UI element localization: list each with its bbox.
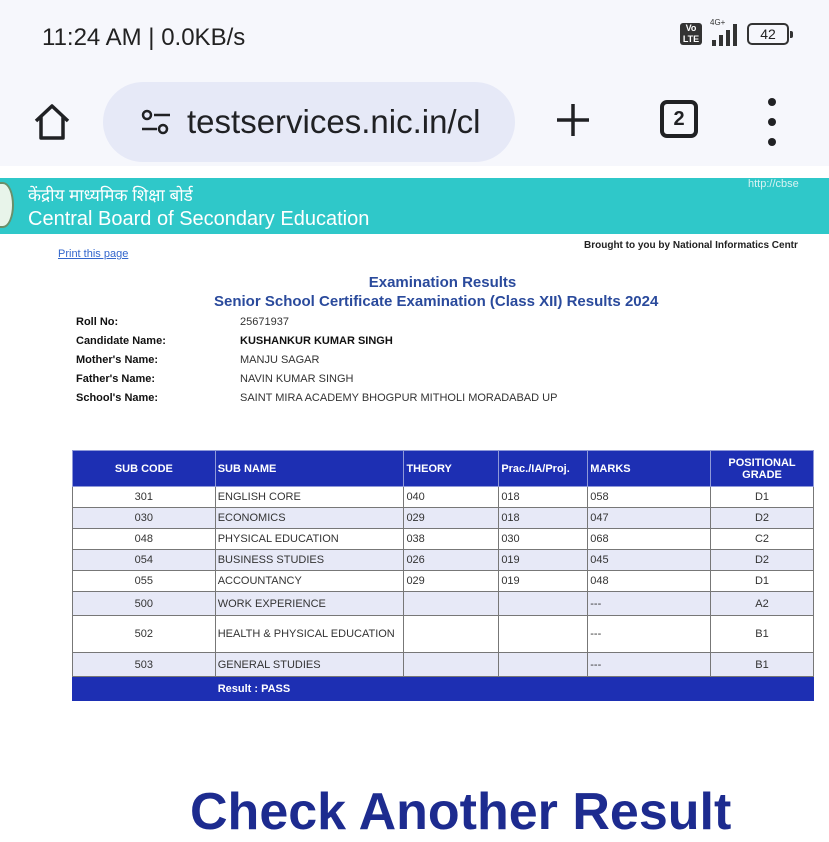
result-row <box>73 677 814 701</box>
cell-marks: --- <box>588 592 711 616</box>
exam-subtitle: Senior School Certificate Examination (Class XII) Results 2024 <box>214 293 659 310</box>
cell-sub-code: 301 <box>73 487 216 508</box>
cell-grade: B1 <box>711 653 814 677</box>
new-tab-button[interactable] <box>553 100 593 140</box>
cell-theory: 029 <box>404 571 499 592</box>
school-label: School's Name: <box>76 392 159 404</box>
cell-marks: 058 <box>588 487 711 508</box>
table-row <box>73 616 814 653</box>
cell-theory: 029 <box>404 508 499 529</box>
tab-switcher-button[interactable]: 2 <box>660 100 698 138</box>
cell-grade: D1 <box>711 487 814 508</box>
candidate-label: Candidate Name: <box>76 335 166 347</box>
cell-practical: 018 <box>499 487 588 508</box>
address-bar[interactable] <box>103 82 515 162</box>
cell-sub-code: 055 <box>73 571 216 592</box>
cell-sub-code: 500 <box>73 592 216 616</box>
cell-grade: A2 <box>711 592 814 616</box>
roll-label: Roll No: <box>76 316 119 328</box>
cell-theory <box>404 616 499 653</box>
print-page-link[interactable]: Print this page <box>58 248 129 260</box>
mother-row <box>76 354 557 373</box>
cell-sub-name: BUSINESS STUDIES <box>215 550 404 571</box>
cell-marks: --- <box>588 653 711 677</box>
header-sub-name: SUB NAME <box>215 451 404 487</box>
more-vert-icon[interactable] <box>762 98 782 146</box>
brought-by-text: Brought to you by National Informatics Centr <box>584 240 798 251</box>
header-theory: THEORY <box>404 451 499 487</box>
mother-value: MANJU SAGAR <box>240 354 320 366</box>
header-grade: POSITIONAL GRADE <box>711 451 814 487</box>
cell-grade: C2 <box>711 529 814 550</box>
header-sub-code: SUB CODE <box>73 451 216 487</box>
cell-sub-code: 054 <box>73 550 216 571</box>
tune-icon[interactable] <box>139 107 173 137</box>
signal-icon <box>710 18 737 46</box>
check-another-result-heading[interactable]: Check Another Result <box>190 783 732 841</box>
cbse-banner <box>0 178 829 234</box>
candidate-value: KUSHANKUR KUMAR SINGH <box>240 335 393 347</box>
cell-theory: 038 <box>404 529 499 550</box>
cell-practical: 018 <box>499 508 588 529</box>
cell-practical: 019 <box>499 550 588 571</box>
cell-sub-code: 502 <box>73 616 216 653</box>
cbse-logo-icon <box>0 182 14 228</box>
father-value: NAVIN KUMAR SINGH <box>240 373 354 385</box>
cell-sub-code: 048 <box>73 529 216 550</box>
cell-sub-name: ECONOMICS <box>215 508 404 529</box>
network-type: 4G+ <box>710 18 726 27</box>
table-row <box>73 653 814 677</box>
page-content <box>0 166 829 841</box>
table-header-row <box>73 451 814 487</box>
status-bar <box>0 0 829 78</box>
cell-marks: 045 <box>588 550 711 571</box>
cell-marks: 047 <box>588 508 711 529</box>
status-icons <box>680 18 789 46</box>
table-row <box>73 571 814 592</box>
status-time: 11:24 AM | 0.0KB/s <box>42 24 246 51</box>
banner-right-text: http://cbse <box>748 178 799 190</box>
cell-theory: 040 <box>404 487 499 508</box>
roll-row <box>76 316 557 335</box>
home-icon[interactable] <box>30 100 74 144</box>
cell-grade: D2 <box>711 508 814 529</box>
browser-toolbar <box>0 78 829 166</box>
results-table <box>72 450 814 701</box>
school-row <box>76 392 557 411</box>
cell-theory: 026 <box>404 550 499 571</box>
cell-theory <box>404 592 499 616</box>
father-row <box>76 373 557 392</box>
cell-sub-name: HEALTH & PHYSICAL EDUCATION <box>215 616 404 653</box>
cell-marks: 048 <box>588 571 711 592</box>
school-value: SAINT MIRA ACADEMY BHOGPUR MITHOLI MORADABAD UP <box>240 392 558 404</box>
cell-grade: D2 <box>711 550 814 571</box>
exam-title: Examination Results <box>368 274 517 291</box>
banner-english-title: Central Board of Secondary Education <box>28 208 370 230</box>
father-label: Father's Name: <box>76 373 156 385</box>
table-row <box>73 487 814 508</box>
mother-label: Mother's Name: <box>76 354 159 366</box>
cell-marks: --- <box>588 616 711 653</box>
candidate-row <box>76 335 557 354</box>
cell-grade: B1 <box>711 616 814 653</box>
cell-practical <box>499 616 588 653</box>
cell-marks: 068 <box>588 529 711 550</box>
cell-sub-code: 030 <box>73 508 216 529</box>
cell-practical <box>499 653 588 677</box>
result-spacer <box>73 677 216 701</box>
volte-icon: Vo LTE <box>680 23 702 45</box>
table-row <box>73 592 814 616</box>
cell-practical: 019 <box>499 571 588 592</box>
table-row <box>73 508 814 529</box>
header-marks: MARKS <box>588 451 711 487</box>
cell-sub-name: ACCOUNTANCY <box>215 571 404 592</box>
roll-value: 25671937 <box>240 316 289 328</box>
result-status: Result : PASS <box>215 677 813 701</box>
cell-sub-name: WORK EXPERIENCE <box>215 592 404 616</box>
cell-grade: D1 <box>711 571 814 592</box>
table-row <box>73 529 814 550</box>
cell-practical: 030 <box>499 529 588 550</box>
cell-sub-name: GENERAL STUDIES <box>215 653 404 677</box>
url-text[interactable]: testservices.nic.in/cl <box>187 103 481 140</box>
cell-theory <box>404 653 499 677</box>
cell-sub-code: 503 <box>73 653 216 677</box>
cell-sub-name: ENGLISH CORE <box>215 487 404 508</box>
banner-hindi-title: केंद्रीय माध्यमिक शिक्षा बोर्ड <box>28 186 193 205</box>
table-row <box>73 550 814 571</box>
cell-sub-name: PHYSICAL EDUCATION <box>215 529 404 550</box>
header-practical: Prac./IA/Proj. <box>499 451 588 487</box>
battery-icon: 42 <box>747 23 789 45</box>
cell-practical <box>499 592 588 616</box>
student-info <box>76 316 557 411</box>
